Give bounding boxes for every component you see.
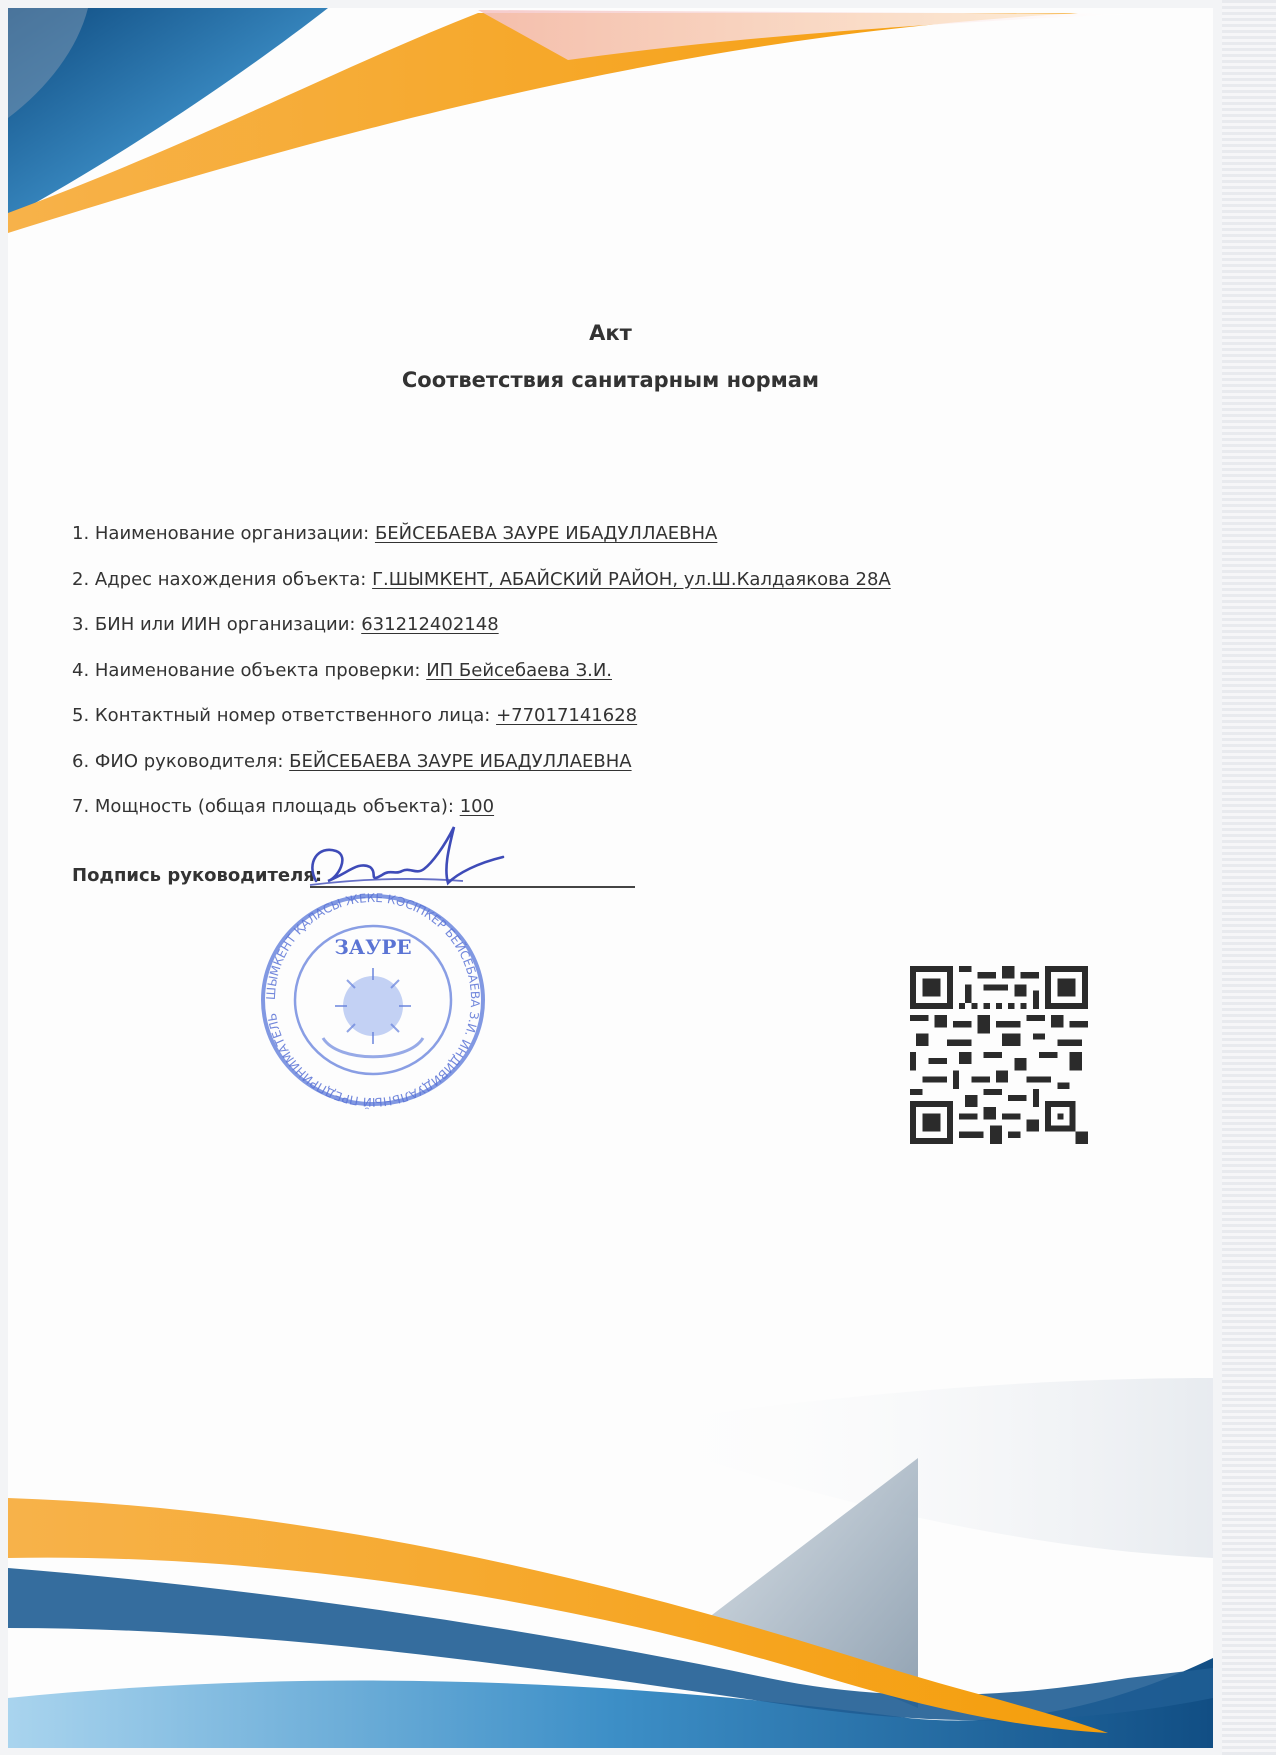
- field-value: БЕЙСЕБАЕВА ЗАУРЕ ИБАДУЛЛАЕВНА: [374, 523, 718, 544]
- field-director-name: [72, 751, 1192, 797]
- field-contact-phone: [72, 705, 1192, 751]
- svg-text:ЗАУРЕ: ЗАУРЕ: [334, 935, 412, 959]
- act-fields: [72, 523, 1192, 842]
- document-page: [8, 8, 1213, 1748]
- field-label: 5. Контактный номер ответственного лица:: [72, 705, 497, 726]
- field-value: 100: [459, 796, 495, 817]
- field-label: 6. ФИО руководителя:: [72, 750, 290, 772]
- official-stamp: [253, 888, 493, 1113]
- field-label: 7. Мощность (общая площадь объекта):: [72, 796, 460, 817]
- signature-label: Подпись руководителя:: [72, 865, 323, 886]
- field-inspection-object: [72, 660, 1192, 706]
- top-decorative-banner: [8, 8, 1213, 238]
- field-label: 4. Наименование объекта проверки:: [72, 659, 427, 681]
- field-organization-name: [72, 523, 1192, 569]
- field-label: 2. Адрес нахождения объекта:: [72, 568, 373, 590]
- field-value: БЕЙСЕБАЕВА ЗАУРЕ ИБАДУЛЛАЕВНА: [289, 750, 632, 772]
- svg-text:ШЫМКЕНТ ҚАЛАСЫ ЖЕКЕ КӘСІПКЕР Б: ШЫМКЕНТ ҚАЛАСЫ ЖЕКЕ КӘСІПКЕР БЕЙСЕБАЕВА З.И. ИНДИВИДУАЛЬНЫЙ ПРЕДПРИНИМАТЕЛЬ: [263, 890, 483, 1110]
- field-value: Г.ШЫМКЕНТ, АБАЙСКИЙ РАЙОН, ул.Ш.Калдаякова 28А: [372, 568, 891, 590]
- field-value: 631212402148: [361, 614, 499, 635]
- field-label: 3. БИН или ИИН организации:: [72, 614, 362, 635]
- field-value: ИП Бейсебаева З.И.: [426, 659, 613, 681]
- document-subtitle: Соответствия санитарным нормам: [401, 368, 820, 392]
- stamp-seal-icon: [253, 888, 493, 1113]
- field-bin-iin: [72, 614, 1192, 660]
- bottom-decorative-banner: [8, 1378, 1213, 1748]
- field-capacity-area: [72, 796, 1192, 842]
- qr-code-icon: [910, 966, 1088, 1144]
- field-label: 1. Наименование организации:: [72, 523, 375, 544]
- field-object-address: [72, 569, 1192, 615]
- field-value: +77017141628: [496, 705, 638, 726]
- scan-edge-strip: [1222, 0, 1276, 1755]
- document-title: Акт: [589, 321, 632, 345]
